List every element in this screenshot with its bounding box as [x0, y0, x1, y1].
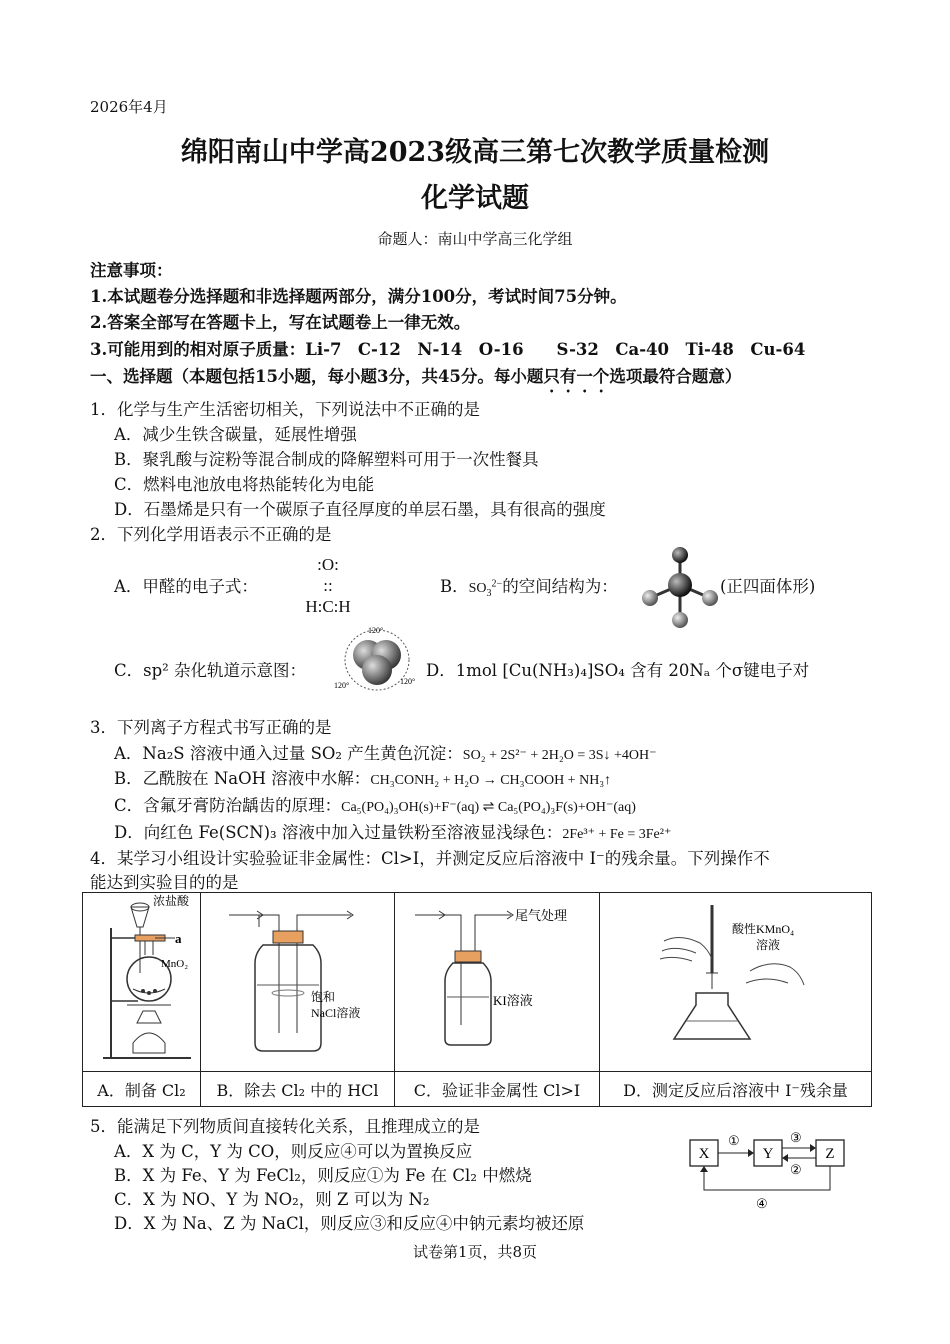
- label-ki-solution: KI溶液: [493, 993, 533, 1008]
- ki-bottle-figure: [395, 893, 599, 1067]
- q3-a-equation: SO₂ + 2S²⁻ + 2H₂O = 3S↓ +4OH⁻: [462, 748, 657, 763]
- q2-option-d-text: D．1mol [Cu(NH₃)₄]SO₄ 含有 20Nₐ 个σ键电子对: [426, 661, 810, 680]
- q4-stem-line-2: 能达到实验目的的是: [90, 873, 239, 892]
- label-conc-hcl: 浓盐酸: [153, 894, 190, 908]
- q1-option-b: B．聚乳酸与淀粉等混合制成的降解塑料可用于一次性餐具: [114, 450, 539, 469]
- formula-carbon-row: H:C:H: [305, 597, 351, 616]
- q1-option-d: D．石墨烯是只有一个碳原子直径厚度的单层石墨，具有很高的强度: [114, 500, 606, 519]
- sulfite-ion: [468, 578, 503, 599]
- exam-title: 绵阳南山中学高2023级高三第七次教学质量检测: [180, 137, 770, 168]
- caption-c: C．验证非金属性 Cl>I: [395, 1072, 600, 1107]
- q4-stem-line-1: 4．某学习小组设计实验验证非金属性：Cl>I，并测定反应后溶液中 I⁻的残余量。下列操作不: [90, 849, 770, 868]
- tetrahedral-model-icon: [636, 543, 721, 633]
- notice-item-3: 3.可能用到的相对原子质量：Li-7 C-12 N-14 O-16 S-32 Ca-40 Ti-48 Cu-64: [90, 340, 806, 359]
- q3-a-text: A．Na₂S 溶液中通入过量 SO₂ 产生黄色沉淀：: [114, 744, 463, 763]
- caption-a: A．制备 Cl₂: [83, 1072, 201, 1107]
- reaction-4-label: ④: [756, 1196, 768, 1211]
- reaction-1-label: ①: [728, 1133, 740, 1148]
- q3-option-a: [114, 740, 657, 764]
- q3-stem: 3．下列离子方程式书写正确的是: [90, 718, 332, 737]
- formula-bond-row: ::: [323, 576, 333, 595]
- q3-option-d: [114, 819, 671, 843]
- section-emphasis: 只有一个: [543, 367, 610, 386]
- node-x: X: [698, 1146, 710, 1162]
- exam-author: 命题人：南山中学高三化学组: [377, 230, 573, 248]
- q5-option-a: A．X 为 C，Y 为 CO，则反应④可以为置换反应: [114, 1142, 473, 1161]
- q2-option-c-text: C．sp² 杂化轨道示意图：: [114, 661, 307, 680]
- nacl-wash-bottle-figure: [201, 893, 394, 1067]
- apparatus-d-cell: [600, 893, 872, 1072]
- q5-option-d: D．X 为 Na、Z 为 NaCl，则反应③和反应④中钠元素均被还原: [114, 1214, 585, 1233]
- angle-right: 120°: [400, 677, 416, 686]
- q5-stem: 5．能满足下列物质间直接转化关系，且推理成立的是: [90, 1117, 480, 1136]
- reaction-3-label: ③: [790, 1130, 802, 1145]
- label-mno2: MnO₂: [161, 958, 189, 970]
- q3-c-text: C．含氟牙膏防治龋齿的原理：: [114, 796, 342, 815]
- label-saturated: 饱和: [311, 990, 336, 1004]
- exam-date: 2026年4月: [90, 98, 168, 116]
- q3-d-equation: 2Fe³⁺ + Fe = 3Fe²⁺: [562, 827, 672, 842]
- q3-option-c: [114, 792, 636, 816]
- node-z: Z: [825, 1146, 835, 1162]
- q5-option-c: C．X 为 NO、Y 为 NO₂，则 Z 可以为 N₂: [114, 1190, 430, 1209]
- apparatus-b-cell: [201, 893, 395, 1072]
- sulfite-ion-base: SO: [468, 581, 487, 596]
- label-acidic-kmno4: 酸性KMnO₄: [732, 922, 795, 936]
- angle-top: 120°: [368, 626, 384, 635]
- sulfite-ion-sub: 3: [486, 587, 492, 599]
- apparatus-a-cell: [83, 893, 201, 1072]
- notice-heading: 注意事项：: [90, 261, 173, 280]
- apparatus-c-cell: [395, 893, 600, 1072]
- node-y: Y: [762, 1146, 774, 1162]
- angle-left: 120°: [334, 681, 350, 690]
- q5-option-b: B．X 为 Fe、Y 为 FeCl₂，则反应①为 Fe 在 Cl₂ 中燃烧: [114, 1166, 532, 1185]
- q3-d-text: D．向红色 Fe(SCN)₃ 溶液中加入过量铁粉至溶液显浅绿色：: [114, 823, 563, 842]
- titration-figure: [600, 893, 871, 1067]
- q2-b-label: B．: [440, 577, 469, 596]
- caption-d: D．测定反应后溶液中 I⁻残余量: [600, 1072, 872, 1107]
- sp2-orbital-icon: [330, 622, 425, 694]
- q2-option-b-text: [440, 573, 618, 599]
- sulfite-ion-charge: 2−: [491, 578, 503, 590]
- caption-b: B．除去 Cl₂ 中的 HCl: [201, 1072, 395, 1107]
- q2-b-desc: 的空间结构为：: [502, 577, 618, 596]
- label-outlet-a: a: [175, 931, 182, 946]
- label-tail-gas: 尾气处理: [515, 908, 568, 923]
- label-nacl-solution: NaCl溶液: [311, 1006, 361, 1020]
- section-suffix: 选项最符合题意）: [609, 367, 742, 386]
- chlorine-generator-figure: [83, 893, 200, 1067]
- q3-c-equation: Ca₅(PO₄)₃OH(s)+F⁻(aq) ⇌ Ca₅(PO₄)₃F(s)+OH⁻(aq): [341, 800, 636, 815]
- q2-stem: 2．下列化学用语表示不正确的是: [90, 525, 332, 544]
- notice-item-2: 2.答案全部写在答题卡上，写在试题卷上一律无效。: [90, 313, 471, 332]
- label-solution: 溶液: [756, 938, 781, 952]
- reaction-2-label: ②: [790, 1162, 802, 1177]
- page-footer: 试卷第1页，共8页: [412, 1243, 538, 1261]
- formula-oxygen-row: :O:: [317, 555, 339, 574]
- q1-stem: 1．化学与生产生活密切相关，下列说法中不正确的是: [90, 400, 480, 419]
- q4-apparatus-table: [82, 892, 872, 1107]
- notice-item-1: 1.本试题卷分选择题和非选择题两部分，满分100分，考试时间75分钟。: [90, 287, 627, 306]
- conversion-diagram: [680, 1128, 850, 1218]
- q1-option-a: A．减少生铁含碳量，延展性增强: [114, 425, 357, 444]
- formaldehyde-electron-formula: [288, 554, 368, 617]
- exam-subject: 化学试题: [421, 183, 529, 214]
- q2-option-b-note: (正四面体形): [720, 577, 816, 596]
- q1-option-c: C．燃料电池放电将热能转化为电能: [114, 475, 375, 494]
- q2-option-a-text: A．甲醛的电子式：: [114, 577, 258, 596]
- q3-b-text: B．乙酰胺在 NaOH 溶液中水解：: [114, 769, 371, 788]
- q3-option-b: [114, 765, 611, 789]
- q3-b-equation: CH₃CONH₂ + H₂O → CH₃COOH + NH₃↑: [370, 773, 612, 788]
- section-prefix: 一、选择题（本题包括15小题，每小题3分，共45分。每小题: [90, 367, 544, 386]
- section-heading: [90, 363, 741, 396]
